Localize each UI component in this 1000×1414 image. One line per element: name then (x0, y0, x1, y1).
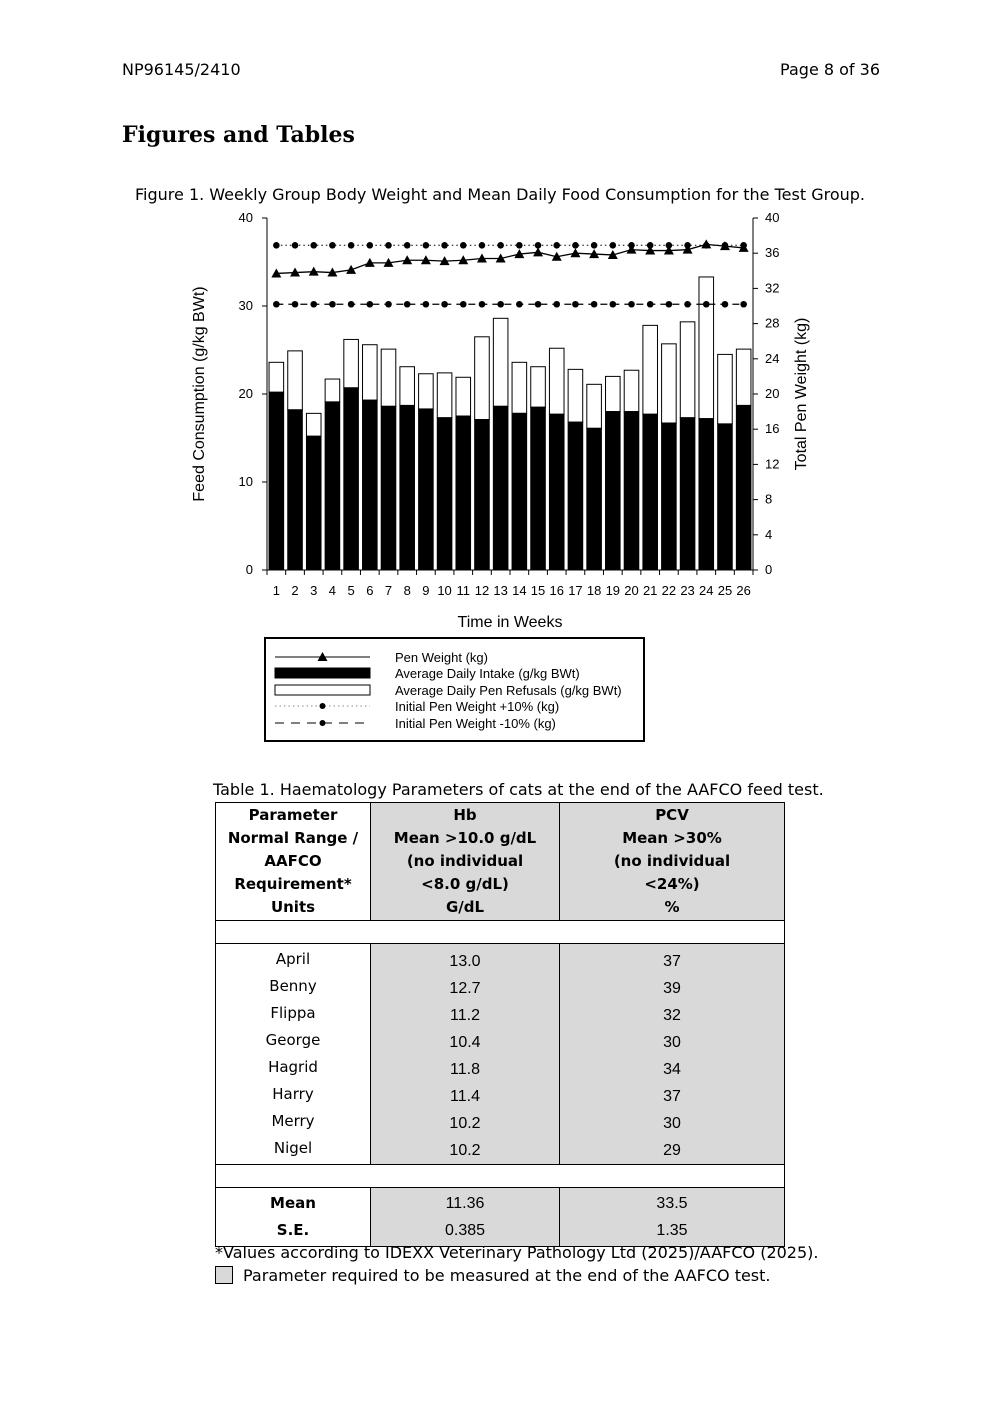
series-point (740, 301, 747, 308)
figure-caption: Figure 1. Weekly Group Body Weight and Mean Daily Food Consumption for the Test Group. (135, 185, 865, 204)
table-header-row (216, 803, 785, 921)
stats-labels-cell (216, 1188, 371, 1247)
intake-bar (419, 409, 434, 570)
series-point (628, 242, 635, 249)
y2-tick-label: 16 (765, 421, 780, 437)
hb-se: 0.385 (444, 1222, 486, 1239)
x-tick-label: 13 (493, 583, 508, 598)
x-tick-label: 9 (422, 583, 430, 598)
y-tick-label: 0 (245, 562, 253, 577)
hb-stats-cell (371, 1188, 560, 1247)
table-data-row (216, 944, 785, 1165)
x-tick-label: 22 (661, 583, 677, 598)
series-point (497, 301, 504, 308)
pcv-value: 34 (663, 1061, 681, 1078)
header-line: Units (270, 898, 316, 916)
cat-name: George (265, 1031, 321, 1049)
series-point (572, 242, 579, 249)
intake-bar (344, 388, 359, 570)
x-tick-label: 8 (403, 583, 411, 598)
intake-bar (736, 405, 751, 570)
header-line: Hb (453, 806, 477, 824)
series-point (535, 301, 542, 308)
y2-tick-label: 20 (765, 386, 780, 401)
pcv-value: 37 (663, 1088, 681, 1105)
shade-legend (215, 1266, 771, 1285)
x-tick-label: 24 (699, 583, 714, 598)
series-point (516, 242, 523, 249)
series-point (516, 301, 523, 308)
series-point (703, 242, 710, 249)
series-point (553, 242, 560, 249)
x-tick-label: 1 (272, 583, 280, 598)
shade-swatch (215, 1266, 233, 1284)
table-footnote: *Values according to IDEXX Veterinary Pathology Ltd (2025)/AAFCO (2025). (215, 1243, 819, 1262)
y-tick-label: 20 (238, 386, 253, 401)
intake-bar (680, 418, 695, 570)
x-tick-label: 23 (680, 583, 695, 598)
x-tick-label: 7 (384, 583, 393, 598)
series-point (591, 242, 598, 249)
series-point (367, 301, 374, 308)
refusal-bar (493, 318, 508, 406)
refusal-bar (288, 351, 303, 410)
intake-bar (363, 400, 378, 570)
series-point (572, 301, 579, 308)
pcv-mean: 33.5 (656, 1195, 688, 1212)
x-tick-label: 21 (642, 583, 658, 598)
series-point (348, 301, 355, 308)
intake-bar (718, 424, 733, 570)
intake-bar (549, 414, 564, 570)
series-point (404, 301, 411, 308)
refusal-bar (325, 379, 340, 402)
series-point (273, 301, 280, 308)
refusal-bar (306, 413, 321, 436)
intake-bar (288, 410, 303, 570)
cat-name: Harry (272, 1085, 314, 1103)
pen-weight-point (309, 267, 319, 276)
hb-values-cell (371, 944, 560, 1165)
intake-bar (643, 414, 658, 570)
series-point (367, 242, 374, 249)
pcv-value: 32 (663, 1007, 681, 1024)
intake-bar (531, 407, 546, 570)
haematology-table (215, 802, 785, 1247)
refusal-bar (363, 345, 378, 400)
series-point (329, 242, 336, 249)
x-tick-label: 3 (310, 583, 318, 598)
spacer-cell (216, 921, 785, 944)
series-point (385, 242, 392, 249)
refusal-bar (680, 322, 695, 418)
header-line: Mean >10.0 g/dL (393, 829, 537, 847)
pcv-se: 1.35 (656, 1222, 688, 1239)
refusal-bar (699, 277, 714, 419)
refusal-bar (624, 370, 639, 411)
x-tick-label: 14 (512, 583, 527, 598)
series-point (684, 242, 691, 249)
hb-value: 11.4 (450, 1088, 480, 1105)
series-point (329, 301, 336, 308)
x-tick-label: 25 (717, 583, 733, 598)
series-point (292, 301, 299, 308)
series-line (276, 244, 743, 273)
pcv-value: 30 (663, 1115, 681, 1132)
x-axis-title: Time in Weeks (457, 614, 563, 631)
series-point (740, 242, 747, 249)
series-point (535, 242, 542, 249)
y-tick-label: 30 (238, 298, 253, 313)
y2-tick-label: 36 (765, 245, 780, 261)
x-tick-label: 15 (530, 583, 546, 598)
intake-bar (269, 392, 284, 570)
refusal-bar (400, 367, 415, 406)
hb-value: 13.0 (449, 953, 481, 970)
pcv-value: 30 (663, 1034, 681, 1051)
y2-tick-label: 8 (765, 491, 773, 507)
refusal-bar (568, 369, 583, 422)
pen-weight-point (533, 247, 543, 256)
pen-weight-point (570, 248, 580, 257)
intake-bar (662, 423, 677, 570)
x-tick-label: 20 (624, 583, 639, 598)
header-line: AAFCO (264, 852, 322, 870)
series-point (479, 301, 486, 308)
header-line: Requirement* (234, 875, 352, 893)
spacer-cell (216, 1165, 785, 1188)
series-point (310, 301, 317, 308)
intake-bar (493, 406, 508, 570)
y-tick-label: 40 (238, 210, 253, 225)
hb-value: 12.7 (449, 980, 481, 997)
refusal-bar (587, 384, 602, 428)
y2-axis-title: Total Pen Weight (kg) (793, 317, 810, 471)
refusal-bar (512, 362, 527, 413)
x-tick-label: 10 (437, 583, 452, 598)
refusal-bar (419, 374, 434, 409)
refusal-bar (606, 376, 621, 411)
hb-value: 10.4 (449, 1034, 481, 1051)
pcv-value: 29 (663, 1142, 681, 1159)
series-point (460, 301, 467, 308)
x-tick-label: 5 (347, 583, 355, 598)
x-tick-label: 26 (736, 583, 751, 598)
hb-value: 10.2 (449, 1142, 481, 1159)
series-point (348, 242, 355, 249)
y2-tick-label: 0 (765, 562, 773, 577)
intake-bar (400, 405, 415, 570)
intake-bar (381, 406, 396, 570)
intake-bar (475, 420, 490, 570)
x-tick-label: 19 (605, 583, 621, 598)
header-line: Parameter (248, 806, 338, 824)
pcv-stats-cell (560, 1188, 785, 1247)
series-point (666, 242, 673, 249)
intake-bar (456, 416, 471, 570)
series-point (385, 301, 392, 308)
x-tick-label: 6 (366, 583, 374, 598)
legend-label: Average Daily Intake (g/kg BWt) (395, 666, 580, 681)
y2-tick-label: 40 (765, 210, 780, 225)
y2-tick-label: 28 (765, 315, 780, 331)
series-point (703, 301, 710, 308)
series-point (404, 242, 411, 249)
intake-bar (325, 402, 340, 570)
header-line: PCV (655, 806, 689, 824)
refusal-bar (344, 339, 359, 387)
y2-tick-label: 4 (765, 526, 773, 542)
table-spacer (216, 921, 785, 944)
series-point (647, 301, 654, 308)
pcv-value: 39 (663, 980, 681, 997)
table-caption: Table 1. Haematology Parameters of cats at the end of the AAFCO feed test. (213, 780, 824, 799)
legend-swatch (275, 668, 370, 678)
cat-name: Flippa (270, 1004, 316, 1022)
legend-marker (320, 720, 326, 726)
se-label: S.E. (276, 1221, 310, 1239)
series-point (460, 242, 467, 249)
legend-marker (320, 703, 326, 709)
y2-tick-label: 24 (765, 350, 780, 366)
legend-label: Initial Pen Weight -10% (kg) (395, 716, 556, 731)
series-point (591, 301, 598, 308)
header-line: (no individual (613, 852, 731, 870)
hb-mean: 11.36 (445, 1195, 485, 1212)
document-id: NP96145/2410 (122, 60, 241, 79)
series-point (610, 301, 617, 308)
series-point (479, 242, 486, 249)
table-stats-row (216, 1188, 785, 1247)
series-point (497, 242, 504, 249)
intake-bar (306, 436, 321, 570)
legend-label: Pen Weight (kg) (395, 650, 488, 665)
y2-tick-label: 32 (765, 280, 780, 296)
series-point (610, 242, 617, 249)
refusal-bar (643, 325, 658, 414)
header-pcv (560, 803, 785, 921)
cat-name: Benny (269, 977, 317, 995)
series-point (310, 242, 317, 249)
page-number: Page 8 of 36 (780, 60, 880, 79)
x-tick-label: 11 (456, 583, 471, 598)
series-point (722, 242, 729, 249)
y-tick-label: 10 (238, 474, 253, 489)
x-tick-label: 4 (328, 583, 337, 598)
refusal-bar (736, 349, 751, 405)
series-point (647, 242, 654, 249)
intake-bar (699, 419, 714, 570)
refusal-bar (475, 337, 490, 420)
series-point (292, 242, 299, 249)
cat-names-cell (216, 944, 371, 1165)
pen-weight-point (346, 265, 356, 274)
mean-label: Mean (270, 1194, 316, 1212)
cat-name: Nigel (273, 1139, 313, 1157)
series-point (441, 242, 448, 249)
x-tick-label: 18 (586, 583, 602, 598)
series-point (423, 301, 430, 308)
x-tick-label: 12 (474, 583, 490, 598)
legend-label: Average Daily Pen Refusals (g/kg BWt) (395, 683, 622, 698)
intake-bar (624, 412, 639, 570)
series-point (553, 301, 560, 308)
header-line: (no individual (406, 852, 524, 870)
y-axis-title: Feed Consumption (g/kg BWt) (191, 286, 208, 502)
y2-tick-label: 12 (765, 456, 780, 472)
intake-bar (512, 413, 527, 570)
section-title: Figures and Tables (122, 122, 355, 148)
header-hb (371, 803, 560, 921)
pcv-value: 37 (663, 953, 681, 970)
series-point (722, 301, 729, 308)
header-line: G/dL (445, 898, 485, 916)
cat-name: April (275, 950, 311, 968)
intake-bar (587, 428, 602, 570)
header-line: Normal Range / (227, 829, 359, 847)
refusal-bar (549, 348, 564, 414)
pcv-values-cell (560, 944, 785, 1165)
refusal-bar (456, 377, 471, 416)
intake-bar (568, 422, 583, 570)
legend-label: Initial Pen Weight +10% (kg) (395, 699, 560, 714)
refusal-bar (718, 354, 733, 424)
hb-value: 11.2 (450, 1007, 480, 1024)
series-point (684, 301, 691, 308)
header-line: <8.0 g/dL) (421, 875, 509, 893)
header-line: % (664, 898, 680, 916)
legend-swatch (275, 685, 370, 695)
series-point (423, 242, 430, 249)
cat-name: Hagrid (268, 1058, 318, 1076)
table-spacer (216, 1165, 785, 1188)
hb-value: 11.8 (450, 1061, 480, 1078)
refusal-bar (437, 373, 452, 418)
x-tick-label: 16 (549, 583, 564, 598)
series-point (273, 242, 280, 249)
intake-bar (437, 418, 452, 570)
series-point (666, 301, 673, 308)
intake-bar (606, 412, 621, 570)
refusal-bar (269, 362, 284, 392)
series-point (628, 301, 635, 308)
header-line: Mean >30% (622, 829, 722, 847)
refusal-bar (662, 344, 677, 423)
cat-name: Merry (271, 1112, 315, 1130)
x-tick-label: 2 (291, 583, 299, 598)
x-tick-label: 17 (568, 583, 583, 598)
header-line: <24%) (644, 875, 700, 893)
refusal-bar (381, 349, 396, 406)
header-parameter (216, 803, 371, 921)
refusal-bar (531, 367, 546, 407)
hb-value: 10.2 (449, 1115, 481, 1132)
shade-note: Parameter required to be measured at the end of the AAFCO test. (243, 1266, 771, 1285)
series-point (441, 301, 448, 308)
